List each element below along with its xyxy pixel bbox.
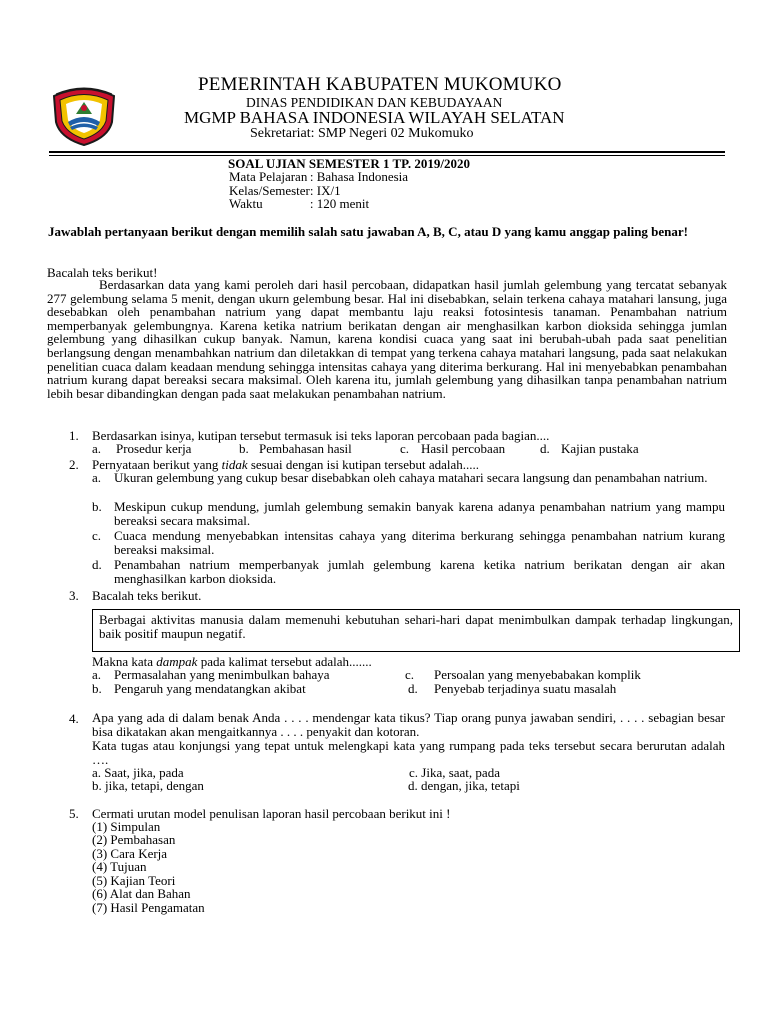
q1-option-letter: d. — [540, 441, 550, 456]
question-number: 2. — [69, 457, 79, 472]
question-number: 3. — [69, 588, 79, 603]
q2-option-letter: d. — [92, 557, 102, 572]
q2-option-text: Cuaca mendung menyebabkan intensitas cahaya yang diterima berkurang sehingga penambahan natrium kurang bereaksi maksimal. — [114, 528, 725, 557]
q4-option: c. Jika, saat, pada — [409, 765, 500, 780]
header-government-title: PEMERINTAH KABUPATEN MUKOMUKO — [198, 74, 562, 95]
meta-value: : Bahasa Indonesia — [309, 169, 409, 184]
header-mgmp: MGMP BAHASA INDONESIA WILAYAH SELATAN — [184, 108, 565, 127]
exam-meta-table — [229, 170, 408, 211]
q4-option: b. jika, tetapi, dengan — [92, 778, 204, 793]
question-number: 1. — [69, 428, 79, 443]
q2-option-text: Ukuran gelembung yang cukup besar disebabkan oleh cahaya matahari secara langsung dan penambahan natrium. — [114, 470, 708, 485]
q3-prompt-pre: Makna kata — [92, 654, 157, 669]
question-1-text: Berdasarkan isinya, kutipan tersebut termasuk isi teks laporan percobaan pada bagian.... — [92, 428, 550, 443]
question-4-text: Apa yang ada di dalam benak Anda . . . . mendengar kata tikus? Tiap orang punya jawaban sendiri, . . . . sebagian besar bisa dikatakan akan mengaitkannya . . . . penyakit dan kotoran. — [92, 710, 725, 739]
header-secretariat: Sekretariat: SMP Negeri 02 Mukomuko — [250, 126, 474, 141]
question-4-instruction: Kata tugas atau konjungsi yang tepat untuk melengkapi kata yang rumpang pada teks tersebut secara berurutan adalah …. — [92, 738, 725, 767]
q5-list-item: (3) Cara Kerja — [92, 846, 168, 861]
q2-text-pre: Pernyataan berikut yang — [92, 457, 222, 472]
q1-option-text: Hasil percobaan — [421, 441, 506, 456]
q3-option-text: Persoalan yang menyebabakan komplik — [434, 667, 641, 682]
q1-option-text: Pembahasan hasil — [259, 441, 352, 456]
regency-logo-emblem — [50, 84, 118, 146]
meta-value: : 120 menit — [309, 196, 370, 211]
meta-value: : IX/1 — [309, 182, 341, 198]
q1-option-letter: a. — [92, 441, 102, 456]
q5-list-item: (5) Kajian Teori — [92, 873, 176, 888]
meta-label: Waktu — [229, 196, 263, 211]
reading-intro: Bacalah teks berikut! — [47, 265, 158, 280]
meta-label: Mata Pelajaran — [229, 169, 308, 184]
q3-quoted-sentence-box: Berbagai aktivitas manusia dalam memenuhi kebutuhan sehari-hari dapat menimbulkan dampak terhadap lingkungan, baik positif maupun negatif. — [92, 609, 740, 652]
q5-list-item: (7) Hasil Pengamatan — [92, 900, 205, 915]
header-department: DINAS PENDIDIKAN DAN KEBUDAYAAN — [246, 95, 503, 110]
q3-option-letter: b. — [92, 681, 102, 696]
q2-option-letter: c. — [92, 528, 102, 543]
q4-option: a. Saat, jika, pada — [92, 765, 184, 780]
q3-option-text: Permasalahan yang menimbulkan bahaya — [114, 667, 330, 682]
q1-option-letter: c. — [400, 441, 410, 456]
q1-option-text: Prosedur kerja — [116, 441, 192, 456]
q3-option-text: Pengaruh yang mendatangkan akibat — [114, 681, 306, 696]
header-divider-thick — [49, 151, 725, 153]
q5-list-item: (6) Alat dan Bahan — [92, 886, 191, 901]
q3-option-letter: a. — [92, 667, 102, 682]
q1-option-letter: b. — [239, 441, 249, 456]
meta-row-class — [229, 184, 408, 198]
meta-row-time — [229, 197, 408, 211]
q3-option-text: Penyebab terjadinya suatu masalah — [434, 681, 617, 696]
exam-title: SOAL UJIAN SEMESTER 1 TP. 2019/2020 — [228, 156, 471, 171]
q5-list-item: (2) Pembahasan — [92, 832, 176, 847]
q3-prompt-post: pada kalimat tersebut adalah....... — [197, 654, 372, 669]
q2-option-text: Meskipun cukup mendung, jumlah gelembung semakin banyak karena adanya penambahan natrium yang mampu bereaksi secara maksimal. — [114, 499, 725, 528]
q3-option-letter: c. — [405, 667, 415, 682]
exam-instruction: Jawablah pertanyaan berikut dengan memilih salah satu jawaban A, B, C, atau D yang kamu anggap paling benar! — [48, 224, 689, 239]
q5-list-item: (1) Simpulan — [92, 819, 161, 834]
q3-prompt-emphasis: dampak — [156, 654, 198, 669]
question-3-text: Bacalah teks berikut. — [92, 588, 202, 603]
q2-text-post: sesuai dengan isi kutipan tersebut adalah..... — [247, 457, 480, 472]
q4-option: d. dengan, jika, tetapi — [408, 778, 520, 793]
meta-row-subject — [229, 170, 408, 184]
q2-option-letter: b. — [92, 499, 102, 514]
question-number: 5. — [69, 806, 79, 821]
reading-passage: Berdasarkan data yang kami peroleh dari hasil percobaan, didapatkan hasil jumlah gelembung yang tercatat sebanyak 277 gelembung selama 5 menit, dengan ukurn gelembung besar. Hal ini disebabkan, selain terkena cahaya matahari lansung, juga desebabkan oleh penambahan natrium yang dapat membantu laju reaksi fotosintesis tanaman. Penambahan natrium memperbanyak gelembungnya. Karena ketika natrium berikatan dengan air menghasilkan karbon dioksida sehingga jumlan gelembung yang dihasilkan cukup banyak. Namun, karena kondisi cuaca yang saat ini berubah-ubah pada saat penelitian berlangsung dengan menambahkan natrium dan diletakkan di tempat yang terkena cahaya matahari langsung, pada saat nelakukan penelitian cuaca dalam keadaan mendung sehingga intensitas cahaya yang diterima berkurang. Hal ini menyebabkan penambahan natrium kurang dapat bereaksi secara maksimal. Oleh karena itu, jumlah gelembung yang dihasilkan tanpa penambahan natrium lebih besar dibandingkan dengan pada saat melakukan penambahan natrium. — [47, 277, 727, 401]
q5-list-item: (4) Tujuan — [92, 859, 147, 874]
q1-option-text: Kajian pustaka — [561, 441, 639, 456]
q3-option-letter: d. — [408, 681, 418, 696]
q2-option-text: Penambahan natrium memperbanyak jumlah gelembung karena ketika natrium berikatan dengan air akan menghasilkan karbon dioksida. — [114, 557, 725, 586]
q2-text-emphasis: tidak — [221, 457, 248, 472]
question-number: 4. — [69, 711, 79, 726]
q2-option-letter: a. — [92, 470, 102, 485]
meta-label: Kelas/Semester — [229, 182, 310, 198]
question-5-text: Cermati urutan model penulisan laporan hasil percobaan berikut ini ! — [92, 806, 451, 821]
